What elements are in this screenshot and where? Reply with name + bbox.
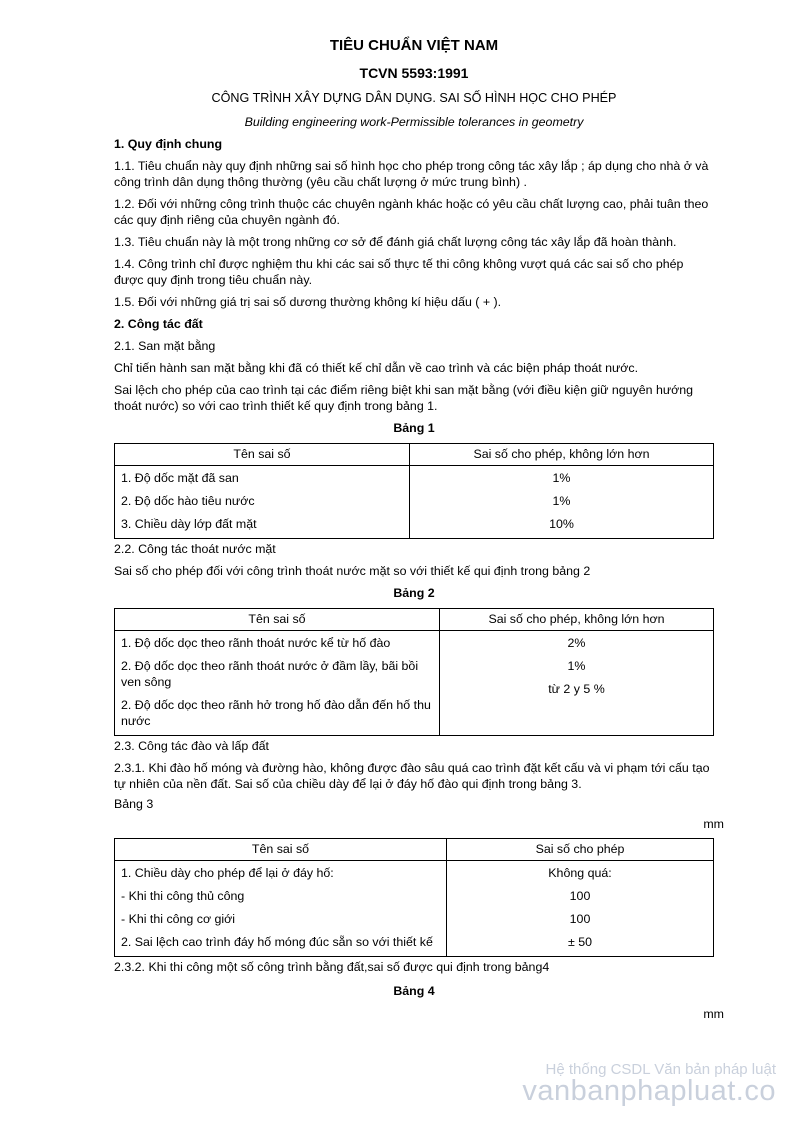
document-subtitle: CÔNG TRÌNH XÂY DỰNG DÂN DỤNG. SAI SỐ HÌNH HỌC CHO PHÉP <box>211 91 617 105</box>
table-cell-name: - Khi thi công cơ giới <box>115 911 447 934</box>
standard-code: TCVN 5593:1991 <box>359 65 469 81</box>
table-header-cell: Sai số cho phép, không lớn hơn <box>410 444 714 466</box>
table-cell-value: 2% <box>567 636 586 650</box>
table-row <box>115 888 714 911</box>
table-cell-name: 1. Chiều dày cho phép để lại ở đáy hố: <box>115 861 447 889</box>
table-cell-value: 100 <box>447 911 714 934</box>
table-row <box>115 631 714 659</box>
table-4-caption: Bảng 4 <box>393 984 435 998</box>
document-page <box>114 36 724 1026</box>
paragraph-2-2: Sai số cho phép đối với công trình thoát nước mặt so với thiết kế qui định trong bảng 2 <box>114 564 591 578</box>
table-2-caption: Bảng 2 <box>393 586 435 600</box>
subsection-2-3: 2.3. Công tác đào và lấp đất <box>114 739 269 753</box>
table-header-cell: Tên sai số <box>115 609 440 631</box>
table-cell-value: từ 2 y 5 % <box>548 682 605 696</box>
table-1-caption: Bảng 1 <box>393 421 435 435</box>
table-1 <box>114 443 714 539</box>
table-4-unit: mm <box>703 1007 724 1021</box>
subsection-2-1: 2.1. San mặt bằng <box>114 339 216 353</box>
table-row <box>115 466 714 494</box>
table-cell-value: 10% <box>410 516 714 539</box>
paragraph-1-3: 1.3. Tiêu chuẩn này là một trong những cơ sở để đánh giá chất lượng công tác xây lắp đã hoàn thành. <box>114 235 677 249</box>
document-title: TIÊU CHUẨN VIỆT NAM <box>329 37 499 54</box>
subsection-2-2: 2.2. Công tác thoát nước mặt <box>114 542 276 556</box>
table-cell-name: 3. Chiều dày lớp đất mặt <box>115 516 410 539</box>
table-row <box>115 911 714 934</box>
paragraph-2-3-1: 2.3.1. Khi đào hố móng và đường hào, không được đào sâu quá cao trình đặt kết cấu và vi phạm tới cấu tạo tự nhiên của nền đất. Sai số của chiều dày để lại ở đáy hố đào qui định trong bảng 3. <box>114 761 710 791</box>
section-2-heading: 2. Công tác đất <box>114 317 203 331</box>
table-header-cell: Tên sai số <box>115 839 447 861</box>
table-3 <box>114 838 714 957</box>
table-header-cell: Sai số cho phép <box>447 839 714 861</box>
table-cell-value: 1% <box>567 659 586 673</box>
table-cell-value: ± 50 <box>447 934 714 957</box>
watermark-line-2: vanbanphapluat.co <box>522 1075 776 1107</box>
table-header-cell: Tên sai số <box>115 444 410 466</box>
table-cell-name: 2. Độ dốc dọc theo rãnh hở trong hố đào dẫn đến hố thu nước <box>115 697 440 736</box>
section-1-heading: 1. Quy định chung <box>114 137 223 151</box>
table-row <box>115 861 714 889</box>
paragraph-1-5: 1.5. Đối với những giá trị sai số dương thường không kí hiệu dấu ( + ). <box>114 295 502 309</box>
paragraph-2-1b: Sai lệch cho phép của cao trình tại các điểm riêng biệt khi san mặt bằng (với điều kiện giữ nguyên hướng thoát nước) so với cao trình thiết kế quy định trong bảng 1. <box>114 383 694 413</box>
table-cell-name: - Khi thi công thủ công <box>115 888 447 911</box>
table-3-unit: mm <box>703 817 724 831</box>
table-cell-value: 100 <box>447 888 714 911</box>
paragraph-2-1a: Chỉ tiến hành san mặt bằng khi đã có thiết kế chỉ dẫn về cao trình và các biện pháp thoát nước. <box>114 361 639 375</box>
paragraph-1-1: 1.1. Tiêu chuẩn này quy định những sai số hình học cho phép trong công tác xây lắp ; áp dụng cho nhà ở và công trình dân dụng thông thường (yêu cầu chất lượng ở mức trung bình) . <box>114 159 709 189</box>
table-cell-values <box>440 631 714 736</box>
table-row <box>115 934 714 957</box>
table-header-cell: Sai số cho phép, không lớn hơn <box>440 609 714 631</box>
table-row <box>115 516 714 539</box>
table-cell-name: 2. Độ dốc hào tiêu nước <box>115 493 410 516</box>
table-cell-value: Không quá: <box>447 861 714 889</box>
table-cell-name: 2. Độ dốc dọc theo rãnh thoát nước ở đầm lầy, bãi bồi ven sông <box>115 658 440 697</box>
table-cell-value: 1% <box>410 493 714 516</box>
watermark-line-1: Hệ thống CSDL Văn bản pháp luật <box>545 1061 776 1078</box>
table-row <box>115 493 714 516</box>
table-cell-name: 1. Độ dốc mặt đã san <box>115 466 410 494</box>
table-cell-name: 1. Độ dốc dọc theo rãnh thoát nước kể từ hố đào <box>115 631 440 659</box>
table-2 <box>114 608 714 736</box>
english-title: Building engineering work-Permissible tolerances in geometry <box>244 115 584 129</box>
table-cell-value: 1% <box>410 466 714 494</box>
table-3-caption: Bảng 3 <box>114 797 154 811</box>
paragraph-2-3-2: 2.3.2. Khi thi công một số công trình bằng đất,sai số được qui định trong bảng4 <box>114 960 550 974</box>
paragraph-1-4: 1.4. Công trình chỉ được nghiệm thu khi các sai số thực tế thi công không vượt quá các sai số cho phép được quy định trong tiêu chuẩn này. <box>114 257 684 287</box>
table-cell-name: 2. Sai lệch cao trình đáy hố móng đúc sẵn so với thiết kế <box>115 934 447 957</box>
paragraph-1-2: 1.2. Đối với những công trình thuộc các chuyên ngành khác hoặc có yêu cầu chất lượng cao, phải tuân theo các quy định riêng của chuyên ngành đó. <box>114 197 709 227</box>
